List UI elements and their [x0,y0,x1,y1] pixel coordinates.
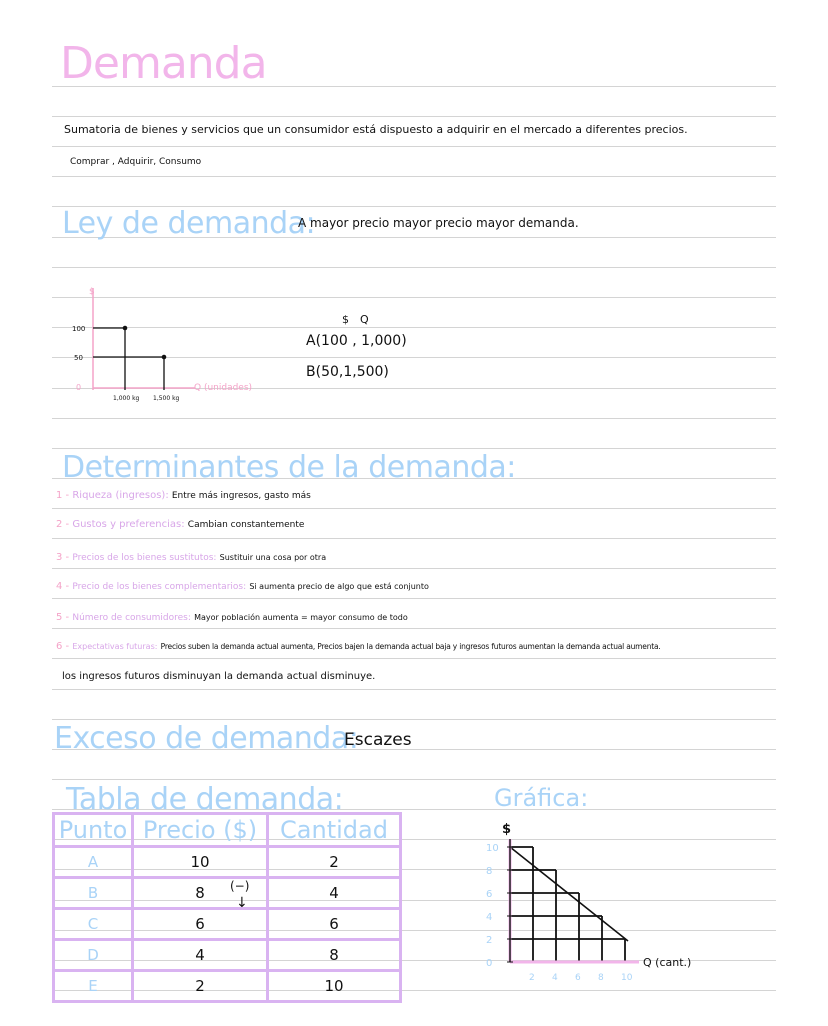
points-header-qty: Q [360,313,369,326]
table-cell-precio: 4 [133,940,268,971]
law-heading: Ley de demanda: [62,206,316,241]
determinant-1-label: Riqueza (ingresos): [72,490,169,501]
small-x-tick-1000: 1,000 kg [113,395,140,402]
determinant-6-continuation: los ingresos futuros disminuyan la demanda actual disminuye. [62,671,376,682]
small-demand-chart [60,282,280,407]
determinant-2-label: Gustos y preferencias: [72,519,185,530]
table-row [54,909,401,940]
table-cell-punto: C [54,909,133,940]
determinant-6-text: Precios suben la demanda actual aumenta, Precios bajen la demanda actual baja y ingresos futuros aumentan la demanda actual aumenta. [160,642,661,651]
down-arrow-icon: ↓ [236,895,248,911]
points-header-price: $ [342,313,349,326]
x-axis-label: Q (cant.) [643,956,692,969]
table-cell-cantidad: 6 [268,909,401,940]
table-cell-punto: E [54,971,133,1002]
demand-table [52,812,402,1003]
x-tick-label: 6 [575,973,581,983]
determinant-1-text: Entre más ingresos, gasto más [171,491,311,501]
determinant-5-text: Mayor población aumenta = mayor consumo de todo [194,613,408,622]
determinant-4-label: Precio de los bienes complementarios: [72,582,247,592]
table-cell-precio: 8 [133,878,268,909]
small-x-label: Q (unidades) [194,383,253,393]
small-y-tick-100: 100 [72,325,86,333]
y-tick-label: 6 [486,889,493,900]
small-y-tick-50: 50 [74,354,83,362]
table-header-cantidad: Cantidad [268,814,401,847]
determinant-2 [56,519,304,530]
determinant-3-label: Precios de los bienes sustitutos: [72,553,217,563]
y-tick-label: 2 [486,935,493,946]
point-b-coords: B(50,1,500) [306,364,389,380]
determinant-6 [56,641,661,652]
table-row [54,971,401,1002]
small-point-b [162,355,167,360]
table-cell-cantidad: 4 [268,878,401,909]
determinant-6-label: Expectativas futuras: [72,642,158,651]
determinant-2-number: 2 - [56,519,70,530]
determinant-4 [56,581,429,592]
table-header-punto: Punto [54,814,133,847]
determinants-heading: Determinantes de la demanda: [62,450,516,485]
x-tick-label: 8 [598,973,604,983]
table-cell-cantidad: 8 [268,940,401,971]
table-cell-precio: 6 [133,909,268,940]
table-cell-precio: 10 [133,847,268,878]
determinant-3-number: 3 - [56,552,70,563]
table-cell-punto: B [54,878,133,909]
x-tick-label: 2 [529,973,535,983]
determinant-4-number: 4 - [56,581,70,592]
small-y-tick-0: 0 [76,383,82,392]
determinant-1 [56,490,311,501]
determinant-3-text: Sustituir una cosa por otra [219,553,327,562]
law-text: A mayor precio mayor precio mayor demanda. [298,216,579,230]
excess-heading: Exceso de demanda: [54,721,359,756]
verbs-text: Comprar , Adquirir, Consumo [70,157,202,167]
table-heading: Tabla de demanda: [66,782,344,817]
determinant-5-number: 5 - [56,612,70,623]
table-header-precio: Precio ($) [133,814,268,847]
x-tick-label: 10 [621,973,633,983]
demand-chart [470,812,710,992]
decrease-annotation: (−) [230,879,250,893]
determinant-6-number: 6 - [56,641,70,652]
x-tick-label: 4 [552,973,558,983]
table-row [54,940,401,971]
small-point-a [123,326,128,331]
definition-text: Sumatoria de bienes y servicios que un consumidor está dispuesto a adquirir en el mercado a diferentes precios. [64,123,688,136]
table-row [54,878,401,909]
graph-heading: Gráfica: [494,784,589,812]
small-x-tick-1500: 1,500 kg [153,395,180,402]
table-row [54,847,401,878]
determinant-5 [56,612,408,623]
y-tick-label: 0 [486,958,493,969]
small-y-symbol: $ [89,287,95,297]
excess-text: Escazes [344,730,412,750]
determinant-1-number: 1 - [56,490,70,501]
determinant-3 [56,552,326,563]
y-tick-label: 10 [486,843,499,854]
determinant-5-label: Número de consumidores: [72,613,191,623]
y-tick-label: 4 [486,912,493,923]
table-cell-cantidad: 2 [268,847,401,878]
table-cell-punto: A [54,847,133,878]
y-axis-label: $ [502,822,512,837]
determinant-4-text: Si aumenta precio de algo que está conjunto [249,582,429,591]
demand-line [510,847,628,941]
determinant-2-text: Cambian constantemente [187,520,305,530]
point-a-coords: A(100 , 1,000) [306,333,407,349]
table-cell-precio: 2 [133,971,268,1002]
page-title: Demanda [60,38,267,89]
table-cell-cantidad: 10 [268,971,401,1002]
table-cell-punto: D [54,940,133,971]
y-tick-label: 8 [486,866,493,877]
